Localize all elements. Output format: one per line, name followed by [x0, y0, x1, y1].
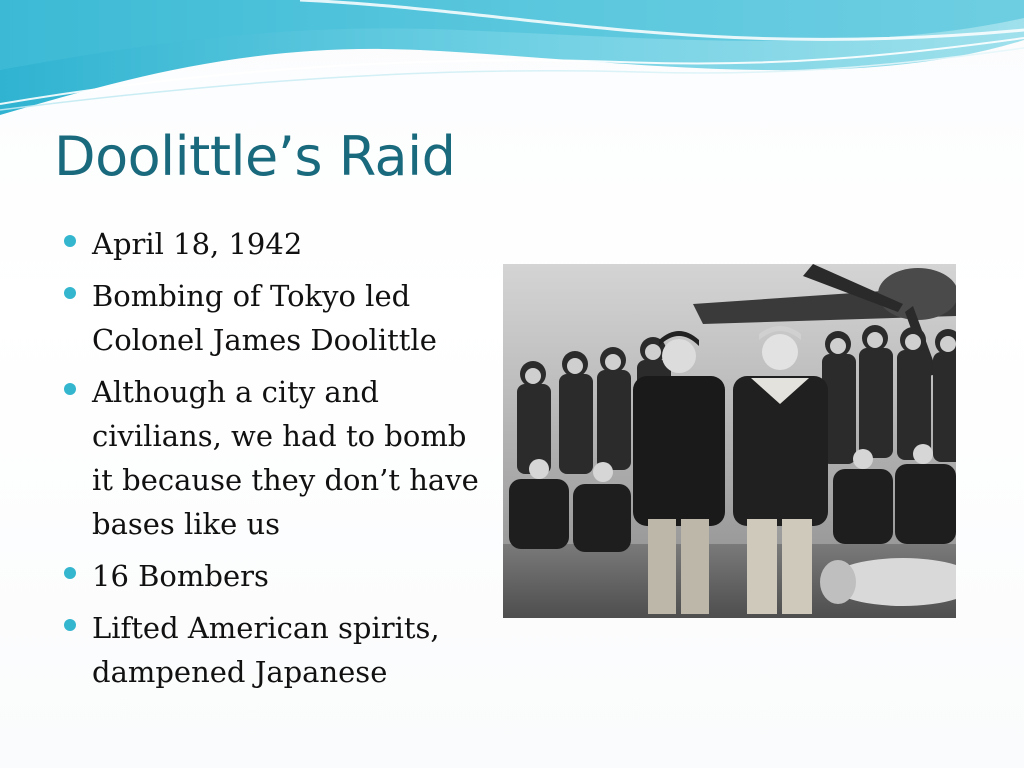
bullet-item	[64, 222, 484, 266]
bullet-list	[64, 222, 484, 702]
slide-title: Doolittle’s Raid	[54, 125, 456, 188]
bullet-dot-icon	[64, 287, 76, 299]
bullet-item	[64, 606, 484, 694]
bullet-dot-icon	[64, 567, 76, 579]
bullet-text: 16 Bombers	[92, 559, 269, 593]
bullet-item	[64, 370, 484, 546]
bullet-item	[64, 274, 484, 362]
bullet-dot-icon	[64, 235, 76, 247]
header-wave-decoration	[0, 0, 1024, 120]
crew-photo	[503, 264, 956, 618]
crew-photo-icon	[503, 264, 956, 618]
bullet-dot-icon	[64, 383, 76, 395]
bullet-item	[64, 554, 484, 598]
bullet-text: Lifted American spirits, dampened Japanese	[92, 611, 440, 689]
bullet-dot-icon	[64, 619, 76, 631]
bullet-text: April 18, 1942	[92, 227, 303, 261]
bullet-text: Although a city and civilians, we had to bomb it because they don’t have bases like us	[92, 375, 479, 541]
bullet-text: Bombing of Tokyo led Colonel James Doolittle	[92, 279, 437, 357]
